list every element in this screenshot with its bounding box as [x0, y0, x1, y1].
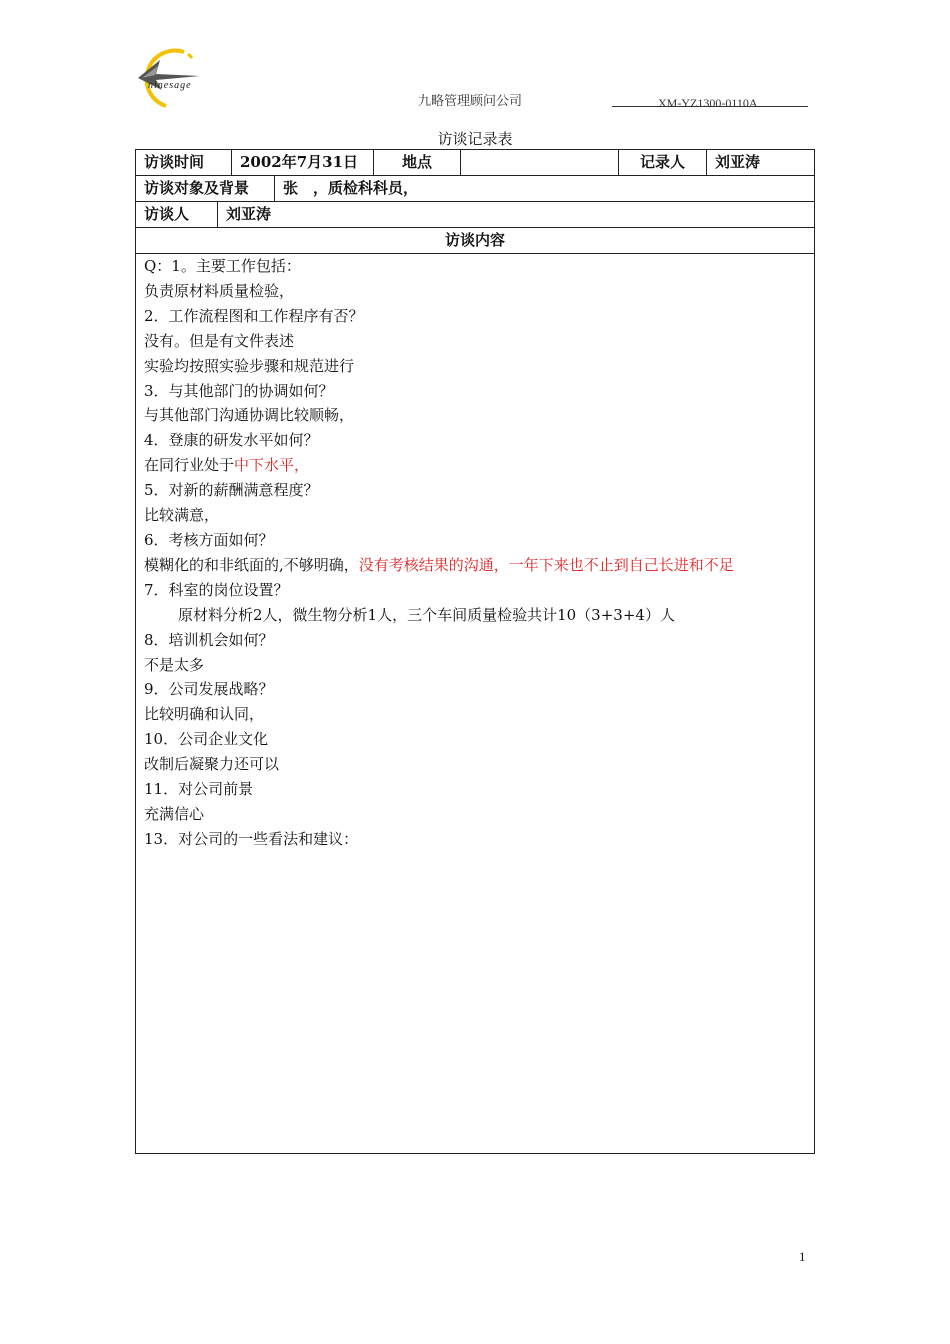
highlighted-text: 中下水平， — [234, 456, 310, 475]
recorder-value: 刘亚涛 — [715, 153, 761, 171]
content-text: 在同行业处于 — [144, 456, 235, 475]
content-line: 13．对公司的一些看法和建议： — [144, 829, 359, 848]
content-line: 实验均按照实验步骤和规范进行 — [144, 356, 355, 375]
content-line: 4．登康的研发水平如何？ — [144, 431, 319, 450]
interviewer-label: 访谈人 — [136, 202, 218, 227]
content-line: 2．工作流程图和工作程序有否？ — [144, 306, 364, 325]
logo-text: ninesage — [148, 80, 192, 91]
content-label: 访谈内容 — [444, 231, 505, 249]
interview-content — [144, 254, 734, 852]
content-line: 不是太多 — [144, 655, 205, 674]
form-title: 访谈记录表 — [437, 130, 513, 148]
place-value — [461, 150, 619, 175]
time-label: 访谈时间 — [136, 150, 232, 175]
row-content-header — [136, 228, 814, 254]
highlighted-text: 没有考核结果的沟通，一年下来也不止到自己长进和不足 — [358, 555, 734, 574]
content-line — [144, 553, 734, 578]
content-line: 比较明确和认同， — [144, 705, 265, 724]
content-line: 5．对新的薪酬满意程度？ — [144, 481, 319, 500]
subject-value: 张 ，质检科科员， — [283, 179, 419, 197]
header-rule — [612, 106, 808, 107]
interview-form — [135, 149, 815, 1154]
document-number: XM-YZ1300-0110A — [658, 96, 758, 110]
content-line: 比较满意， — [144, 506, 220, 525]
content-line: Q：1。主要工作包括： — [144, 257, 301, 275]
time-value: 2002年7月31日 — [232, 150, 374, 175]
content-line: 11．对公司前景 — [144, 780, 254, 799]
row-interviewer — [136, 202, 814, 228]
content-text: 模糊化的和非纸面的,不够明确， — [144, 555, 359, 574]
ninesage-logo — [130, 44, 230, 110]
page-number: 1 — [799, 1249, 806, 1264]
content-line: 原材料分析2人，微生物分析1人，三个车间质量检验共计10（3+3+4）人 — [178, 605, 675, 624]
place-label: 地点 — [374, 150, 461, 175]
content-line: 充满信心 — [144, 804, 205, 823]
company-name: 九略管理顾问公司 — [418, 94, 523, 109]
row-subject — [136, 176, 814, 202]
content-line: 10．公司企业文化 — [144, 730, 269, 749]
interviewer-value: 刘亚涛 — [226, 205, 272, 223]
row-time — [136, 150, 814, 176]
recorder-label: 记录人 — [619, 150, 707, 175]
content-line: 3．与其他部门的协调如何？ — [144, 381, 334, 400]
content-line: 7．科室的岗位设置？ — [144, 580, 289, 599]
content-line: 没有。但是有文件表述 — [144, 331, 295, 350]
content-line: 与其他部门沟通协调比较顺畅， — [144, 406, 355, 425]
content-line: 改制后凝聚力还可以 — [144, 755, 280, 774]
subject-label: 访谈对象及背景 — [136, 176, 275, 201]
content-line: 6．考核方面如何？ — [144, 530, 274, 549]
content-line: 9．公司发展战略？ — [144, 680, 274, 699]
content-line: 负责原材料质量检验， — [144, 281, 295, 300]
content-line: 8．培训机会如何？ — [144, 630, 274, 649]
content-line — [144, 453, 734, 478]
